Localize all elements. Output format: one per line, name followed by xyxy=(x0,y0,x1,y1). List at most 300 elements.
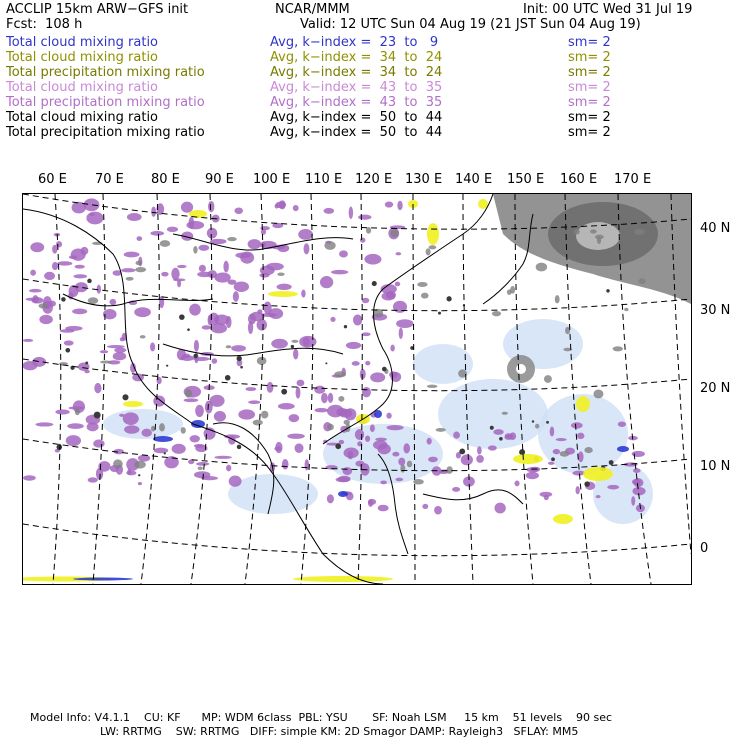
convective-cell xyxy=(314,386,325,394)
field-avg: Avg, k−index = 23 to 9 xyxy=(270,35,439,50)
longitude-label: 140 E xyxy=(455,172,493,187)
convective-cell xyxy=(395,252,401,255)
convective-cell xyxy=(181,202,193,213)
field-smooth: sm= 2 xyxy=(568,50,611,65)
convective-cell xyxy=(123,412,139,425)
convective-cell xyxy=(275,202,286,209)
gray-cell xyxy=(227,237,237,241)
gray-cell xyxy=(593,389,603,398)
longitude-label: 130 E xyxy=(405,172,443,187)
convective-cell xyxy=(234,281,249,292)
convective-cell xyxy=(293,205,299,211)
dark-cell xyxy=(372,281,377,286)
field-avg: Avg, k−index = 50 to 44 xyxy=(270,110,443,125)
convective-cell xyxy=(226,465,231,472)
field-smooth: sm= 2 xyxy=(568,110,611,125)
convective-cell xyxy=(328,393,333,403)
longitude-label: 170 E xyxy=(614,172,652,187)
convective-cell xyxy=(287,433,305,438)
convective-cell xyxy=(257,319,267,331)
convective-cell xyxy=(365,361,370,366)
gray-cell xyxy=(634,229,644,235)
convective-cell xyxy=(84,370,89,374)
field-smooth: sm= 2 xyxy=(568,65,611,80)
convective-cell xyxy=(190,435,200,442)
convective-cell xyxy=(240,251,254,263)
org-label: NCAR/MMM xyxy=(275,2,350,17)
dark-cell xyxy=(551,457,555,461)
coastline xyxy=(63,294,213,306)
convective-cell xyxy=(304,243,310,254)
convective-cell xyxy=(120,337,125,341)
convective-cell xyxy=(212,358,218,363)
longitude-label: 90 E xyxy=(205,172,234,187)
convective-cell xyxy=(320,276,333,288)
convective-cell xyxy=(550,426,555,436)
gray-cell xyxy=(595,235,604,240)
convective-cell xyxy=(330,317,335,322)
convective-cell xyxy=(71,248,86,260)
convective-cell xyxy=(138,455,150,462)
convective-cell xyxy=(119,414,124,417)
longitude-label: 70 E xyxy=(95,172,124,187)
field-name: Total precipitation mixing ratio xyxy=(6,125,205,140)
dark-cell xyxy=(138,474,140,476)
dark-cell xyxy=(291,345,294,348)
convective-cell xyxy=(72,308,87,314)
gray-cell xyxy=(324,241,335,250)
convective-cell xyxy=(452,487,460,492)
convective-cell xyxy=(298,229,313,240)
gray-cell xyxy=(436,428,446,432)
convective-cell xyxy=(305,459,309,470)
forecast-map xyxy=(22,193,692,585)
field-name: Total cloud mixing ratio xyxy=(6,35,159,50)
cloud-wash xyxy=(413,344,473,384)
convective-cell xyxy=(380,480,387,484)
convective-cell xyxy=(355,429,364,440)
convective-cell xyxy=(208,313,219,325)
dark-cell xyxy=(459,449,465,455)
dark-cell xyxy=(325,362,327,364)
convective-cell xyxy=(375,438,387,441)
gray-cell xyxy=(185,389,192,398)
longitude-label: 150 E xyxy=(507,172,545,187)
gray-cell xyxy=(253,420,263,426)
convective-cell xyxy=(358,215,371,220)
convective-cell xyxy=(73,274,87,278)
convective-cell xyxy=(194,340,199,352)
latitude-label: 40 N xyxy=(700,221,731,236)
convective-cell xyxy=(387,425,404,430)
convective-cell xyxy=(397,201,402,210)
convective-cell xyxy=(342,467,352,475)
convective-cell xyxy=(35,422,53,426)
convective-cell xyxy=(257,309,262,313)
convective-cell xyxy=(214,272,230,282)
convective-cell xyxy=(23,361,37,370)
convective-cell xyxy=(476,455,484,463)
parallel-line xyxy=(23,524,691,556)
dark-cell xyxy=(532,420,534,422)
convective-cell xyxy=(90,213,95,216)
convective-cell xyxy=(321,393,328,403)
convective-cell xyxy=(348,451,354,459)
gray-cell xyxy=(134,461,146,469)
gray-cell xyxy=(544,375,552,383)
convective-cell xyxy=(39,315,53,324)
convective-cell xyxy=(150,231,164,236)
convective-cell xyxy=(364,254,381,265)
convective-cell xyxy=(331,270,348,275)
gray-cell xyxy=(535,424,539,429)
yellow-patch xyxy=(293,576,393,582)
convective-cell xyxy=(576,486,580,494)
convective-cell xyxy=(233,291,239,302)
gray-cell xyxy=(429,245,437,249)
latitude-label: 20 N xyxy=(700,381,731,396)
convective-cell xyxy=(428,457,438,463)
convective-cell xyxy=(84,198,100,211)
convective-cell xyxy=(23,475,36,480)
gray-cell xyxy=(560,451,570,457)
field-avg: Avg, k−index = 34 to 24 xyxy=(270,65,443,80)
gray-cell xyxy=(135,267,146,272)
convective-cell xyxy=(631,496,635,506)
gray-cell xyxy=(613,346,623,351)
yellow-patch xyxy=(427,223,439,245)
gray-cell xyxy=(427,385,438,388)
meridian-line xyxy=(141,194,159,584)
model-info-line2: LW: RRTMG SW: RRTMG DIFF: simple KM: 2D Smagor DAMP: Rayleigh3 SFLAY: MM5 xyxy=(100,725,579,738)
convective-cell xyxy=(393,301,407,313)
yellow-patch xyxy=(123,401,143,407)
convective-cell xyxy=(248,321,253,334)
gray-cell xyxy=(584,447,592,453)
gray-cell xyxy=(198,466,203,470)
field-smooth: sm= 2 xyxy=(568,80,611,95)
gray-cell xyxy=(624,308,628,311)
convective-cell xyxy=(55,409,69,414)
dark-cell xyxy=(193,354,198,359)
convective-cell xyxy=(297,380,305,387)
gray-cell xyxy=(338,396,344,402)
field-avg: Avg, k−index = 50 to 44 xyxy=(270,125,443,140)
convective-cell xyxy=(167,227,178,232)
longitude-label: 120 E xyxy=(355,172,393,187)
coastline xyxy=(423,490,523,504)
gray-cell xyxy=(159,423,165,431)
convective-cell xyxy=(198,245,209,251)
convective-cell xyxy=(365,436,370,442)
longitude-label: 80 E xyxy=(151,172,180,187)
gray-cell xyxy=(574,229,580,235)
blue-patch xyxy=(153,436,173,442)
convective-cell xyxy=(327,494,334,503)
model-info-line1: Model Info: V4.1.1 CU: KF MP: WDM 6class PBL: YSU SF: Noah LSM 15 km 51 levels 90 sec xyxy=(30,711,613,724)
convective-cell xyxy=(88,477,98,482)
dark-cell xyxy=(546,421,549,424)
dark-cell xyxy=(237,356,242,361)
dark-cell xyxy=(179,314,185,320)
convective-cell xyxy=(385,201,393,207)
convective-cell xyxy=(159,296,164,308)
convective-cell xyxy=(214,456,232,459)
dark-cell xyxy=(499,437,503,441)
convective-cell xyxy=(553,449,560,454)
gray-cell xyxy=(407,461,412,468)
convective-cell xyxy=(296,387,301,399)
convective-cell xyxy=(399,328,403,340)
gray-cell xyxy=(135,261,142,265)
convective-cell xyxy=(177,265,186,268)
convective-cell xyxy=(60,329,75,333)
gray-cell xyxy=(291,340,298,343)
convective-cell xyxy=(403,443,410,453)
longitude-label: 110 E xyxy=(305,172,343,187)
convective-cell xyxy=(248,400,260,404)
convective-cell xyxy=(86,212,103,225)
convective-cell xyxy=(67,423,84,429)
field-smooth: sm= 2 xyxy=(568,35,611,50)
convective-cell xyxy=(360,238,366,243)
dark-cell xyxy=(438,312,441,315)
convective-cell xyxy=(395,478,403,482)
dark-cell xyxy=(225,375,231,381)
dark-cell xyxy=(237,445,241,449)
convective-cell xyxy=(378,505,389,512)
convective-cell xyxy=(274,446,281,450)
dark-cell xyxy=(65,348,70,353)
convective-cell xyxy=(154,448,168,454)
latitude-label: 30 N xyxy=(700,303,731,318)
convective-cell xyxy=(338,476,351,482)
blue-patch xyxy=(73,578,133,581)
convective-cell xyxy=(44,272,55,280)
gray-cell xyxy=(193,246,197,254)
convective-cell xyxy=(539,492,552,497)
convective-cell xyxy=(386,413,391,419)
gray-cell xyxy=(400,464,405,472)
convective-cell xyxy=(355,461,364,467)
convective-cell xyxy=(353,315,362,326)
dark-cell xyxy=(187,328,190,331)
convective-cell xyxy=(52,262,58,270)
convective-cell xyxy=(189,304,201,316)
field-avg: Avg, k−index = 34 to 24 xyxy=(270,50,443,65)
convective-cell xyxy=(339,440,344,444)
convective-cell xyxy=(172,444,186,454)
convective-cell xyxy=(173,278,185,281)
convective-cell xyxy=(57,261,72,265)
gray-cell xyxy=(261,411,268,419)
convective-cell xyxy=(368,499,373,507)
convective-cell xyxy=(278,403,295,409)
convective-cell xyxy=(150,342,155,351)
coastline xyxy=(163,344,343,356)
field-name: Total precipitation mixing ratio xyxy=(6,65,205,80)
yellow-patch xyxy=(553,514,573,524)
dark-cell xyxy=(166,365,168,367)
convective-cell xyxy=(66,435,81,446)
convective-cell xyxy=(301,290,305,298)
convective-cell xyxy=(199,265,206,272)
convective-cell xyxy=(171,268,179,280)
convective-cell xyxy=(427,438,432,445)
field-name: Total cloud mixing ratio xyxy=(6,50,159,65)
convective-cell xyxy=(234,207,243,214)
gray-cell xyxy=(334,371,346,377)
convective-cell xyxy=(208,201,214,212)
convective-cell xyxy=(56,241,62,247)
typhoon-eye xyxy=(516,364,526,374)
gray-cell xyxy=(421,293,429,299)
gray-cell xyxy=(151,426,155,432)
convective-cell xyxy=(29,289,42,293)
dark-cell xyxy=(446,296,451,301)
gray-cell xyxy=(344,420,350,425)
gray-cell xyxy=(181,427,186,434)
convective-cell xyxy=(477,446,482,454)
convective-cell xyxy=(75,265,85,269)
convective-cell xyxy=(205,401,213,414)
convective-cell xyxy=(352,361,360,366)
convective-cell xyxy=(64,340,74,345)
convective-cell xyxy=(202,325,211,329)
convective-cell xyxy=(267,382,274,393)
latitude-label: 0 xyxy=(700,541,709,556)
cloud-wash xyxy=(228,474,318,514)
gray-cell xyxy=(113,459,123,468)
convective-cell xyxy=(398,458,405,466)
gray-cell xyxy=(126,277,134,281)
dark-cell xyxy=(56,444,62,450)
convective-cell xyxy=(395,282,401,287)
field-name: Total cloud mixing ratio xyxy=(6,110,159,125)
convective-cell xyxy=(556,438,567,441)
gray-cell xyxy=(226,345,232,348)
convective-cell xyxy=(151,206,156,216)
dark-cell xyxy=(606,289,609,292)
convective-cell xyxy=(293,349,298,360)
convective-cell xyxy=(261,241,265,246)
convective-cell xyxy=(461,454,473,465)
convective-cell xyxy=(121,268,135,272)
convective-cell xyxy=(349,207,353,219)
convective-cell xyxy=(30,270,36,276)
latitude-label: 10 N xyxy=(700,459,731,474)
convective-cell xyxy=(396,319,413,328)
convective-cell xyxy=(207,228,218,239)
convective-cell xyxy=(514,481,519,487)
gray-cell xyxy=(140,335,146,338)
gray-cell xyxy=(446,466,452,474)
convective-cell xyxy=(113,352,126,360)
convective-cell xyxy=(377,444,390,455)
gray-cell xyxy=(536,263,547,272)
dark-cell xyxy=(382,367,387,372)
convective-cell xyxy=(607,485,619,490)
convective-cell xyxy=(324,208,335,214)
convective-cell xyxy=(282,459,289,470)
convective-cell xyxy=(277,284,292,290)
field-avg: Avg, k−index = 43 to 35 xyxy=(270,80,443,95)
convective-cell xyxy=(346,342,361,349)
gray-cell xyxy=(502,412,508,415)
gray-cell xyxy=(492,311,501,316)
convective-cell xyxy=(214,411,226,422)
field-smooth: sm= 2 xyxy=(568,125,611,140)
convective-cell xyxy=(632,451,645,457)
gray-cell xyxy=(507,289,512,294)
convective-cell xyxy=(526,472,539,479)
convective-cell xyxy=(299,336,316,348)
convective-cell xyxy=(195,405,204,417)
dark-cell xyxy=(122,394,128,400)
longitude-label: 100 E xyxy=(253,172,291,187)
convective-cell xyxy=(107,345,125,348)
dark-cell xyxy=(164,452,166,454)
convective-cell xyxy=(124,425,139,434)
convective-cell xyxy=(494,503,505,514)
convective-cell xyxy=(204,427,216,439)
convective-cell xyxy=(295,443,304,453)
convective-cell xyxy=(390,345,394,352)
convective-cell xyxy=(134,307,151,317)
convective-cell xyxy=(138,482,142,485)
convective-cell xyxy=(189,217,194,229)
gray-cell xyxy=(638,278,645,284)
convective-cell xyxy=(571,422,583,428)
model-title: ACCLIP 15km ARW−GFS init xyxy=(6,2,189,17)
convective-cell xyxy=(362,298,369,303)
blue-patch xyxy=(617,446,629,452)
convective-cell xyxy=(434,506,442,515)
dark-cell xyxy=(344,325,347,328)
convective-cell xyxy=(109,299,116,305)
convective-cell xyxy=(196,462,209,466)
meridian-line xyxy=(358,194,362,584)
convective-cell xyxy=(596,495,601,498)
convective-cell xyxy=(339,250,348,257)
convective-cell xyxy=(94,383,101,393)
convective-cell xyxy=(577,433,585,440)
convective-cell xyxy=(229,476,242,487)
convective-cell xyxy=(32,295,38,303)
convective-cell xyxy=(362,332,371,336)
meridian-line xyxy=(413,194,415,584)
convective-cell xyxy=(327,405,344,418)
convective-cell xyxy=(392,452,399,457)
gray-cell xyxy=(590,229,597,233)
convective-cell xyxy=(453,432,460,439)
convective-cell xyxy=(248,239,262,249)
dark-cell xyxy=(584,481,589,486)
yellow-patch xyxy=(583,467,613,481)
field-smooth: sm= 2 xyxy=(568,95,611,110)
convective-cell xyxy=(231,345,246,352)
convective-cell xyxy=(505,433,513,438)
convective-cell xyxy=(548,462,555,465)
convective-cell xyxy=(362,387,371,397)
longitude-label: 160 E xyxy=(560,172,598,187)
gray-cell xyxy=(39,303,49,308)
dark-cell xyxy=(335,443,341,449)
convective-cell xyxy=(245,387,256,391)
dark-cell xyxy=(281,389,287,395)
convective-cell xyxy=(633,468,641,473)
convective-cell xyxy=(381,292,395,301)
